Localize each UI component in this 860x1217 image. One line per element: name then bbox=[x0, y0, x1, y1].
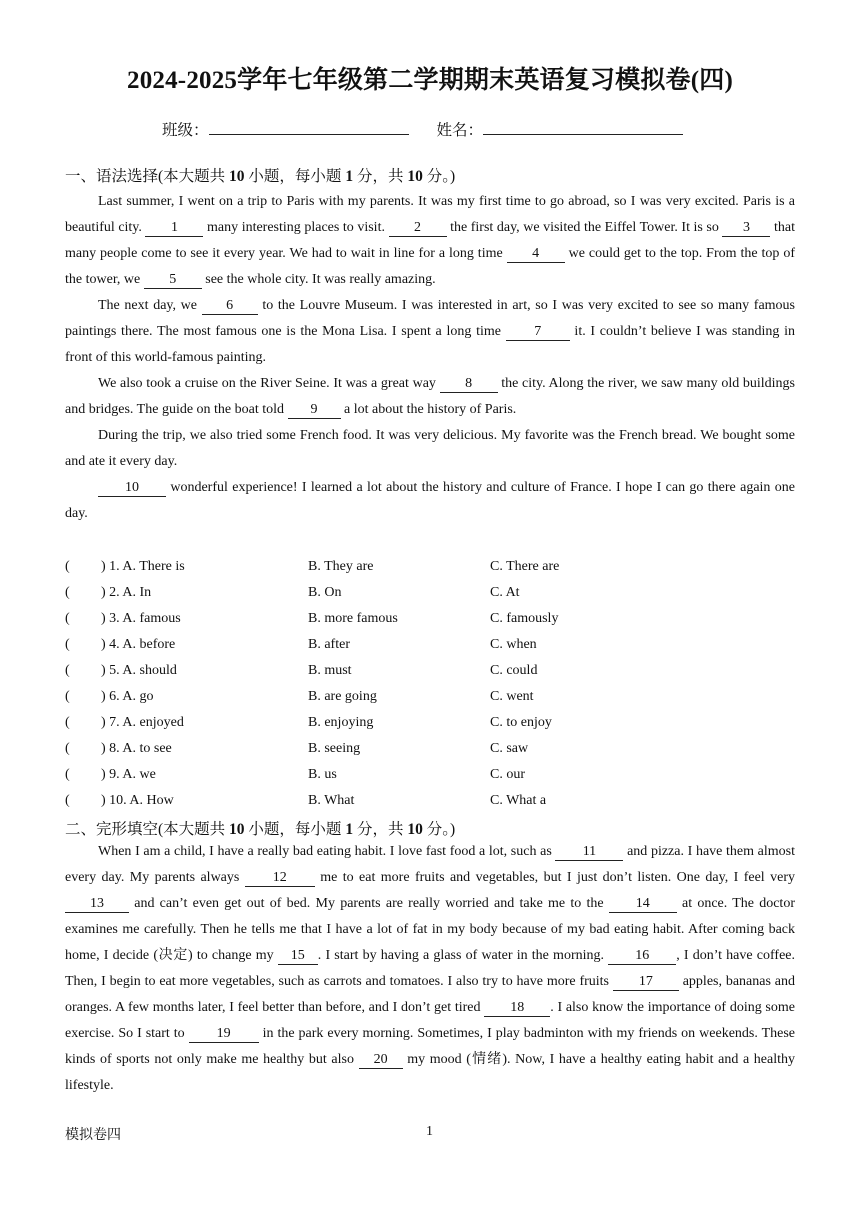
answer-paren[interactable]: ( bbox=[65, 793, 70, 808]
section1-heading: 一、语法选择(本大题共 10 小题，每小题 1 分，共 10 分。) bbox=[65, 168, 456, 185]
option-c[interactable]: C. went bbox=[490, 689, 534, 704]
question-row bbox=[65, 606, 795, 632]
option-c[interactable]: C. famously bbox=[490, 611, 559, 626]
section1-options bbox=[65, 554, 795, 814]
answer-blank-10[interactable]: 10 bbox=[98, 479, 166, 497]
option-c[interactable]: C. to enjoy bbox=[490, 715, 552, 730]
answer-blank-9[interactable]: 9 bbox=[288, 401, 341, 419]
question-row bbox=[65, 736, 795, 762]
passage-text: my mood (情绪). Now, I have a healthy eating habit and a healthy lifestyle. bbox=[65, 1052, 796, 1093]
answer-blank-18[interactable]: 18 bbox=[484, 999, 550, 1017]
passage-text: it. I couldn’t believe I was standing in front of this world-famous painting. bbox=[65, 324, 795, 365]
answer-paren[interactable]: ( bbox=[65, 715, 70, 730]
passage-text: When I am a child, I have a really bad eating habit. I love fast food a lot, such as bbox=[98, 844, 556, 859]
question-row bbox=[65, 684, 795, 710]
passage-text: Last summer, I went on a trip to Paris with my parents. It was my first time to go abroad, so I was very excited. Paris is a beautiful city. bbox=[65, 194, 795, 235]
student-info bbox=[162, 118, 683, 140]
option-c[interactable]: C. could bbox=[490, 663, 538, 678]
option-b[interactable]: B. enjoying bbox=[308, 715, 374, 730]
option-a[interactable]: ) 4. A. before bbox=[101, 637, 176, 652]
option-c[interactable]: C. saw bbox=[490, 741, 529, 756]
passage-text: we could get to the top. From the top of the tower, we bbox=[65, 246, 795, 287]
option-c[interactable]: C. There are bbox=[490, 559, 560, 574]
option-b[interactable]: B. On bbox=[308, 585, 342, 600]
answer-blank-17[interactable]: 17 bbox=[613, 973, 679, 991]
option-a[interactable]: ) 5. A. should bbox=[101, 663, 177, 678]
option-c[interactable]: C. What a bbox=[490, 793, 547, 808]
question-row bbox=[65, 632, 795, 658]
question-row bbox=[65, 554, 795, 580]
class-label: 班级： bbox=[162, 122, 209, 139]
class-field[interactable] bbox=[209, 120, 409, 135]
answer-paren[interactable]: ( bbox=[65, 585, 70, 600]
answer-paren[interactable]: ( bbox=[65, 767, 70, 782]
section2-heading: 二、完形填空(本大题共 10 小题，每小题 1 分，共 10 分。) bbox=[65, 821, 456, 838]
answer-paren[interactable]: ( bbox=[65, 689, 70, 704]
section1-paragraph-2 bbox=[65, 293, 795, 371]
passage-text: the first day, we visited the Eiffel Tower. It is so bbox=[446, 220, 723, 235]
passage-text: apples, bananas and oranges. A few months later, I feel better than before, and I don’t get tired bbox=[65, 974, 795, 1015]
answer-blank-4[interactable]: 4 bbox=[507, 245, 565, 263]
answer-blank-8[interactable]: 8 bbox=[440, 375, 498, 393]
option-a[interactable]: ) 9. A. we bbox=[101, 767, 156, 782]
option-c[interactable]: C. when bbox=[490, 637, 537, 652]
question-row bbox=[65, 788, 795, 814]
passage-text: wonderful experience! I learned a lot about the history and culture of France. I hope I can go there again one day. bbox=[65, 480, 795, 521]
option-a[interactable]: ) 6. A. go bbox=[101, 689, 154, 704]
passage-text: a lot about the history of Paris. bbox=[340, 402, 517, 417]
question-row bbox=[65, 710, 795, 736]
option-b[interactable]: B. us bbox=[308, 767, 337, 782]
option-b[interactable]: B. must bbox=[308, 663, 352, 678]
passage-text: We also took a cruise on the River Seine. It was a great way bbox=[98, 376, 440, 391]
option-b[interactable]: B. What bbox=[308, 793, 355, 808]
option-a[interactable]: ) 7. A. enjoyed bbox=[101, 715, 184, 730]
passage-text: and pizza. I have them almost every day. My parents always bbox=[65, 844, 795, 885]
answer-blank-12[interactable]: 12 bbox=[245, 869, 315, 887]
passage-text: , I don’t have coffee. Then, I begin to eat more vegetables, such as carrots and tomatoes. I also try to have more fruits bbox=[65, 948, 795, 989]
section1-paragraph-3 bbox=[65, 371, 795, 423]
section1-paragraph-4: During the trip, we also tried some French food. It was very delicious. My favorite was the French bread. We bought some and ate it every day. bbox=[65, 428, 795, 469]
answer-blank-13[interactable]: 13 bbox=[65, 895, 129, 913]
option-a[interactable]: ) 3. A. famous bbox=[101, 611, 181, 626]
section1-paragraph-5 bbox=[65, 475, 795, 527]
option-c[interactable]: C. our bbox=[490, 767, 525, 782]
option-b[interactable]: B. after bbox=[308, 637, 350, 652]
section1-passage bbox=[65, 189, 795, 527]
option-a[interactable]: ) 1. A. There is bbox=[101, 559, 185, 574]
passage-text: me to eat more fruits and vegetables, but I just don’t listen. One day, I feel very bbox=[314, 870, 795, 885]
answer-blank-14[interactable]: 14 bbox=[609, 895, 677, 913]
answer-paren[interactable]: ( bbox=[65, 559, 70, 574]
name-field[interactable] bbox=[483, 120, 683, 135]
answer-blank-16[interactable]: 16 bbox=[608, 947, 676, 965]
passage-text: many interesting places to visit. bbox=[203, 220, 389, 235]
option-c[interactable]: C. At bbox=[490, 585, 520, 600]
page-title: 2024-2025学年七年级第二学期期末英语复习模拟卷(四) bbox=[127, 67, 733, 94]
option-a[interactable]: ) 2. A. In bbox=[101, 585, 152, 600]
answer-blank-6[interactable]: 6 bbox=[202, 297, 258, 315]
answer-blank-19[interactable]: 19 bbox=[189, 1025, 259, 1043]
passage-text: . I start by having a glass of water in the morning. bbox=[317, 948, 609, 963]
question-row bbox=[65, 580, 795, 606]
option-a[interactable]: ) 8. A. to see bbox=[101, 741, 172, 756]
answer-blank-5[interactable]: 5 bbox=[144, 271, 202, 289]
passage-text: The next day, we bbox=[98, 298, 202, 313]
passage-text: to the Louvre Museum. I was interested in art, so I was very excited to see so many famous paintings there. The most famous one is the Mona Lisa. I spent a long time bbox=[65, 298, 795, 339]
passage-text: the city. Along the river, we saw many old buildings and bridges. The guide on the boat told bbox=[65, 376, 796, 417]
question-row bbox=[65, 658, 795, 684]
question-row bbox=[65, 762, 795, 788]
answer-paren[interactable]: ( bbox=[65, 663, 70, 678]
answer-paren[interactable]: ( bbox=[65, 637, 70, 652]
option-b[interactable]: B. seeing bbox=[308, 741, 361, 756]
passage-text: in the park every morning. Sometimes, I play badminton with my friends on weekends. These kinds of sports not only make me healthy but also bbox=[65, 1026, 795, 1067]
passage-text: . I also know the importance of doing some exercise. So I start to bbox=[65, 1000, 795, 1041]
section2-passage bbox=[65, 839, 795, 1099]
name-label: 姓名： bbox=[436, 122, 484, 139]
option-b[interactable]: B. are going bbox=[308, 689, 377, 704]
answer-blank-7[interactable]: 7 bbox=[506, 323, 570, 341]
option-b[interactable]: B. They are bbox=[308, 559, 374, 574]
answer-blank-3[interactable]: 3 bbox=[722, 219, 770, 237]
section1-paragraph-1 bbox=[65, 189, 795, 293]
passage-text: see the whole city. It was really amazing. bbox=[201, 272, 436, 287]
answer-blank-1[interactable]: 1 bbox=[145, 219, 203, 237]
passage-text: and can’t even get out of bed. My parents are really worried and take me to the bbox=[129, 896, 609, 911]
answer-blank-20[interactable]: 20 bbox=[359, 1051, 403, 1069]
answer-blank-11[interactable]: 11 bbox=[555, 843, 623, 861]
page-number: 1 bbox=[426, 1124, 433, 1139]
option-b[interactable]: B. more famous bbox=[308, 611, 398, 626]
footer-label: 模拟卷四 bbox=[65, 1128, 121, 1143]
passage-text: at once. The doctor examines me carefully. Then he tells me that I have a lot of fat in my body because of my bad eating habit. After coming back home, I decide (决定) to change my bbox=[65, 896, 795, 963]
passage-text: that many people come to see it every year. We had to wait in line for a long time bbox=[65, 220, 796, 261]
answer-blank-15[interactable]: 15 bbox=[278, 947, 318, 965]
answer-paren[interactable]: ( bbox=[65, 741, 70, 756]
option-a[interactable]: ) 10. A. How bbox=[101, 793, 174, 808]
answer-blank-2[interactable]: 2 bbox=[389, 219, 447, 237]
answer-paren[interactable]: ( bbox=[65, 611, 70, 626]
section2-paragraph-1 bbox=[65, 839, 795, 1099]
